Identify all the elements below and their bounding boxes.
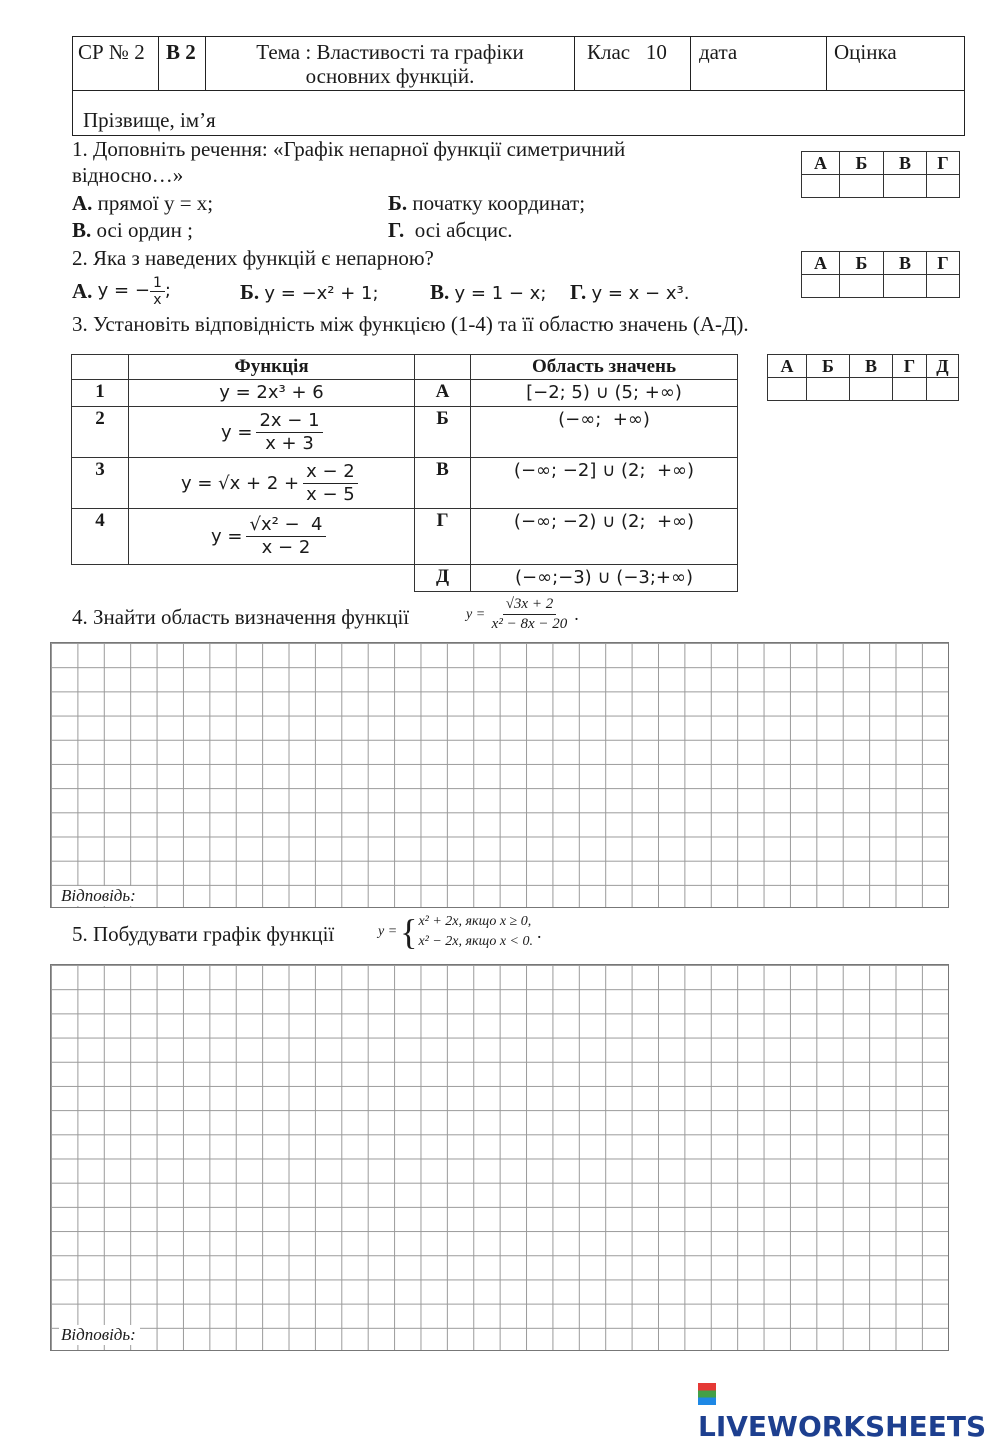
q3-grid-header: А: [768, 355, 807, 378]
work-number: СР № 2: [78, 40, 145, 64]
q2-option-b: Б. y = −x² + 1;: [240, 280, 379, 304]
q5-text: 5. Побудувати графік функції: [72, 922, 335, 946]
name-label: Прізвище, ім’я: [83, 108, 216, 132]
q2-grid-header: А: [802, 252, 840, 275]
q2-answer-cell-b[interactable]: [840, 275, 884, 298]
date-cell[interactable]: [691, 37, 827, 90]
q3-answer-cell-v[interactable]: [850, 378, 893, 401]
q3-answer-cell-d[interactable]: [927, 378, 959, 401]
work-number-cell: [73, 37, 159, 90]
q2-grid-header: Б: [840, 252, 884, 275]
q3-row-3: [72, 458, 738, 509]
grade-label: Оцінка: [834, 40, 897, 64]
q1-answer-cell-c[interactable]: [884, 175, 927, 198]
q3-range-d: (−∞;−3) ∪ (−3;+∞): [471, 565, 738, 592]
grade-cell[interactable]: [827, 37, 964, 90]
q1-option-c: В. осі ордин ;: [72, 218, 193, 242]
q2-answer-cell-d[interactable]: [927, 275, 960, 298]
q4-answer-grid-area[interactable]: [50, 642, 949, 908]
class-label: Клас 10: [587, 40, 667, 64]
variant-cell: [159, 37, 206, 90]
class-cell: [575, 37, 691, 90]
q2-grid-header: Г: [927, 252, 960, 275]
q3-range-letter: Г: [415, 509, 471, 565]
variant: В 2: [166, 40, 196, 64]
q3-row-1: [72, 380, 738, 407]
q3-col-function: Функція: [129, 355, 415, 380]
q3-answer-cell-a[interactable]: [768, 378, 807, 401]
q3-range-g: (−∞; −2) ∪ (2; +∞): [471, 509, 738, 565]
q1-answer-grid: [801, 151, 960, 198]
q3-grid-header: Д: [927, 355, 959, 378]
q1-grid-header: Г: [927, 152, 960, 175]
q3-range-b: (−∞; +∞): [471, 407, 738, 458]
q3-function-3: y = √x + 2 + $\frac{x - 2}{x - 5}$: [129, 458, 415, 509]
q1-grid-header: Б: [840, 152, 884, 175]
liveworksheets-logo-icon: [698, 1383, 716, 1405]
q3-grid-header: Г: [893, 355, 927, 378]
q3-function-4: y = $\frac{\text{√x² − 4}}{x - 2}$: [129, 509, 415, 565]
q2-grid-header: В: [884, 252, 927, 275]
q2-option-c: В. y = 1 − x;: [430, 280, 547, 304]
q5-formula: y = { x² + 2x, якщо x ≥ 0, x² − 2x, якщо x < 0. .: [378, 912, 542, 952]
q1-answer-cell-b[interactable]: [840, 175, 884, 198]
q1-option-a: А. прямої y = x;: [72, 191, 214, 215]
q3-text: 3. Установіть відповідність між функцією (1-4) та її областю значень (А-Д).: [72, 312, 749, 336]
q3-range-v: (−∞; −2] ∪ (2; +∞): [471, 458, 738, 509]
q3-row-number: 3: [72, 458, 129, 509]
q4-answer-label: Відповідь:: [59, 886, 140, 906]
date-label: дата: [699, 40, 738, 64]
q3-col-range: Область значень: [471, 355, 738, 380]
q3-range-a: [−2; 5) ∪ (5; +∞): [471, 380, 738, 407]
q2-option-a: А. y = − $\frac{1}{x}$ ;: [72, 274, 171, 308]
q3-row-number: 1: [72, 380, 129, 407]
q2-answer-grid: [801, 251, 960, 298]
q3-matching-table: [71, 354, 738, 592]
q3-function-2: y = $\frac{2x - 1}{x + 3}$: [129, 407, 415, 458]
q3-answer-cell-g[interactable]: [893, 378, 927, 401]
q1-text-line2: відносно…»: [72, 163, 184, 187]
q3-range-letter: Д: [415, 565, 471, 592]
q3-answer-grid: [767, 354, 959, 401]
q5-graph-grid-area[interactable]: [50, 964, 949, 1351]
q1-text-line1: 1. Доповніть речення: «Графік непарної функції симетричний: [72, 137, 626, 161]
q3-grid-header: Б: [807, 355, 850, 378]
q1-grid-header: В: [884, 152, 927, 175]
topic-line-1: Тема : Властивості та графіки: [256, 40, 524, 64]
topic-line-2: основних функцій.: [305, 64, 475, 88]
topic-cell: [206, 37, 575, 90]
header-table: [72, 36, 965, 136]
q3-grid-header: В: [850, 355, 893, 378]
q3-range-letter: Б: [415, 407, 471, 458]
q1-option-b: Б. початку координат;: [388, 191, 586, 215]
q3-function-1: y = 2x³ + 6: [129, 380, 415, 407]
q1-grid-header: А: [802, 152, 840, 175]
q3-range-letter: А: [415, 380, 471, 407]
q1-answer-cell-d[interactable]: [927, 175, 960, 198]
liveworksheets-logo: LIVEWORKSHEETS: [698, 1377, 1000, 1443]
q1-option-d: Г. осі абсцис.: [388, 218, 513, 242]
name-row[interactable]: [73, 90, 964, 132]
q4-formula: y = $\frac{√3x + 2}{\text{x² − 8x − 20}}$ .: [466, 596, 579, 632]
q2-answer-cell-c[interactable]: [884, 275, 927, 298]
q3-range-letter: В: [415, 458, 471, 509]
q2-text: 2. Яка з наведених функцій є непарною?: [72, 246, 434, 270]
q3-row-number: 2: [72, 407, 129, 458]
q3-row-number: 4: [72, 509, 129, 565]
q2-option-d: Г. y = x − x³.: [570, 280, 690, 304]
q3-answer-cell-b[interactable]: [807, 378, 850, 401]
q2-answer-cell-a[interactable]: [802, 275, 840, 298]
q4-text: 4. Знайти область визначення функції: [72, 605, 410, 629]
q1-answer-cell-a[interactable]: [802, 175, 840, 198]
q3-row-5: [72, 565, 738, 592]
q5-answer-label: Відповідь:: [59, 1325, 140, 1345]
q3-row-2: [72, 407, 738, 458]
q3-row-4: [72, 509, 738, 565]
